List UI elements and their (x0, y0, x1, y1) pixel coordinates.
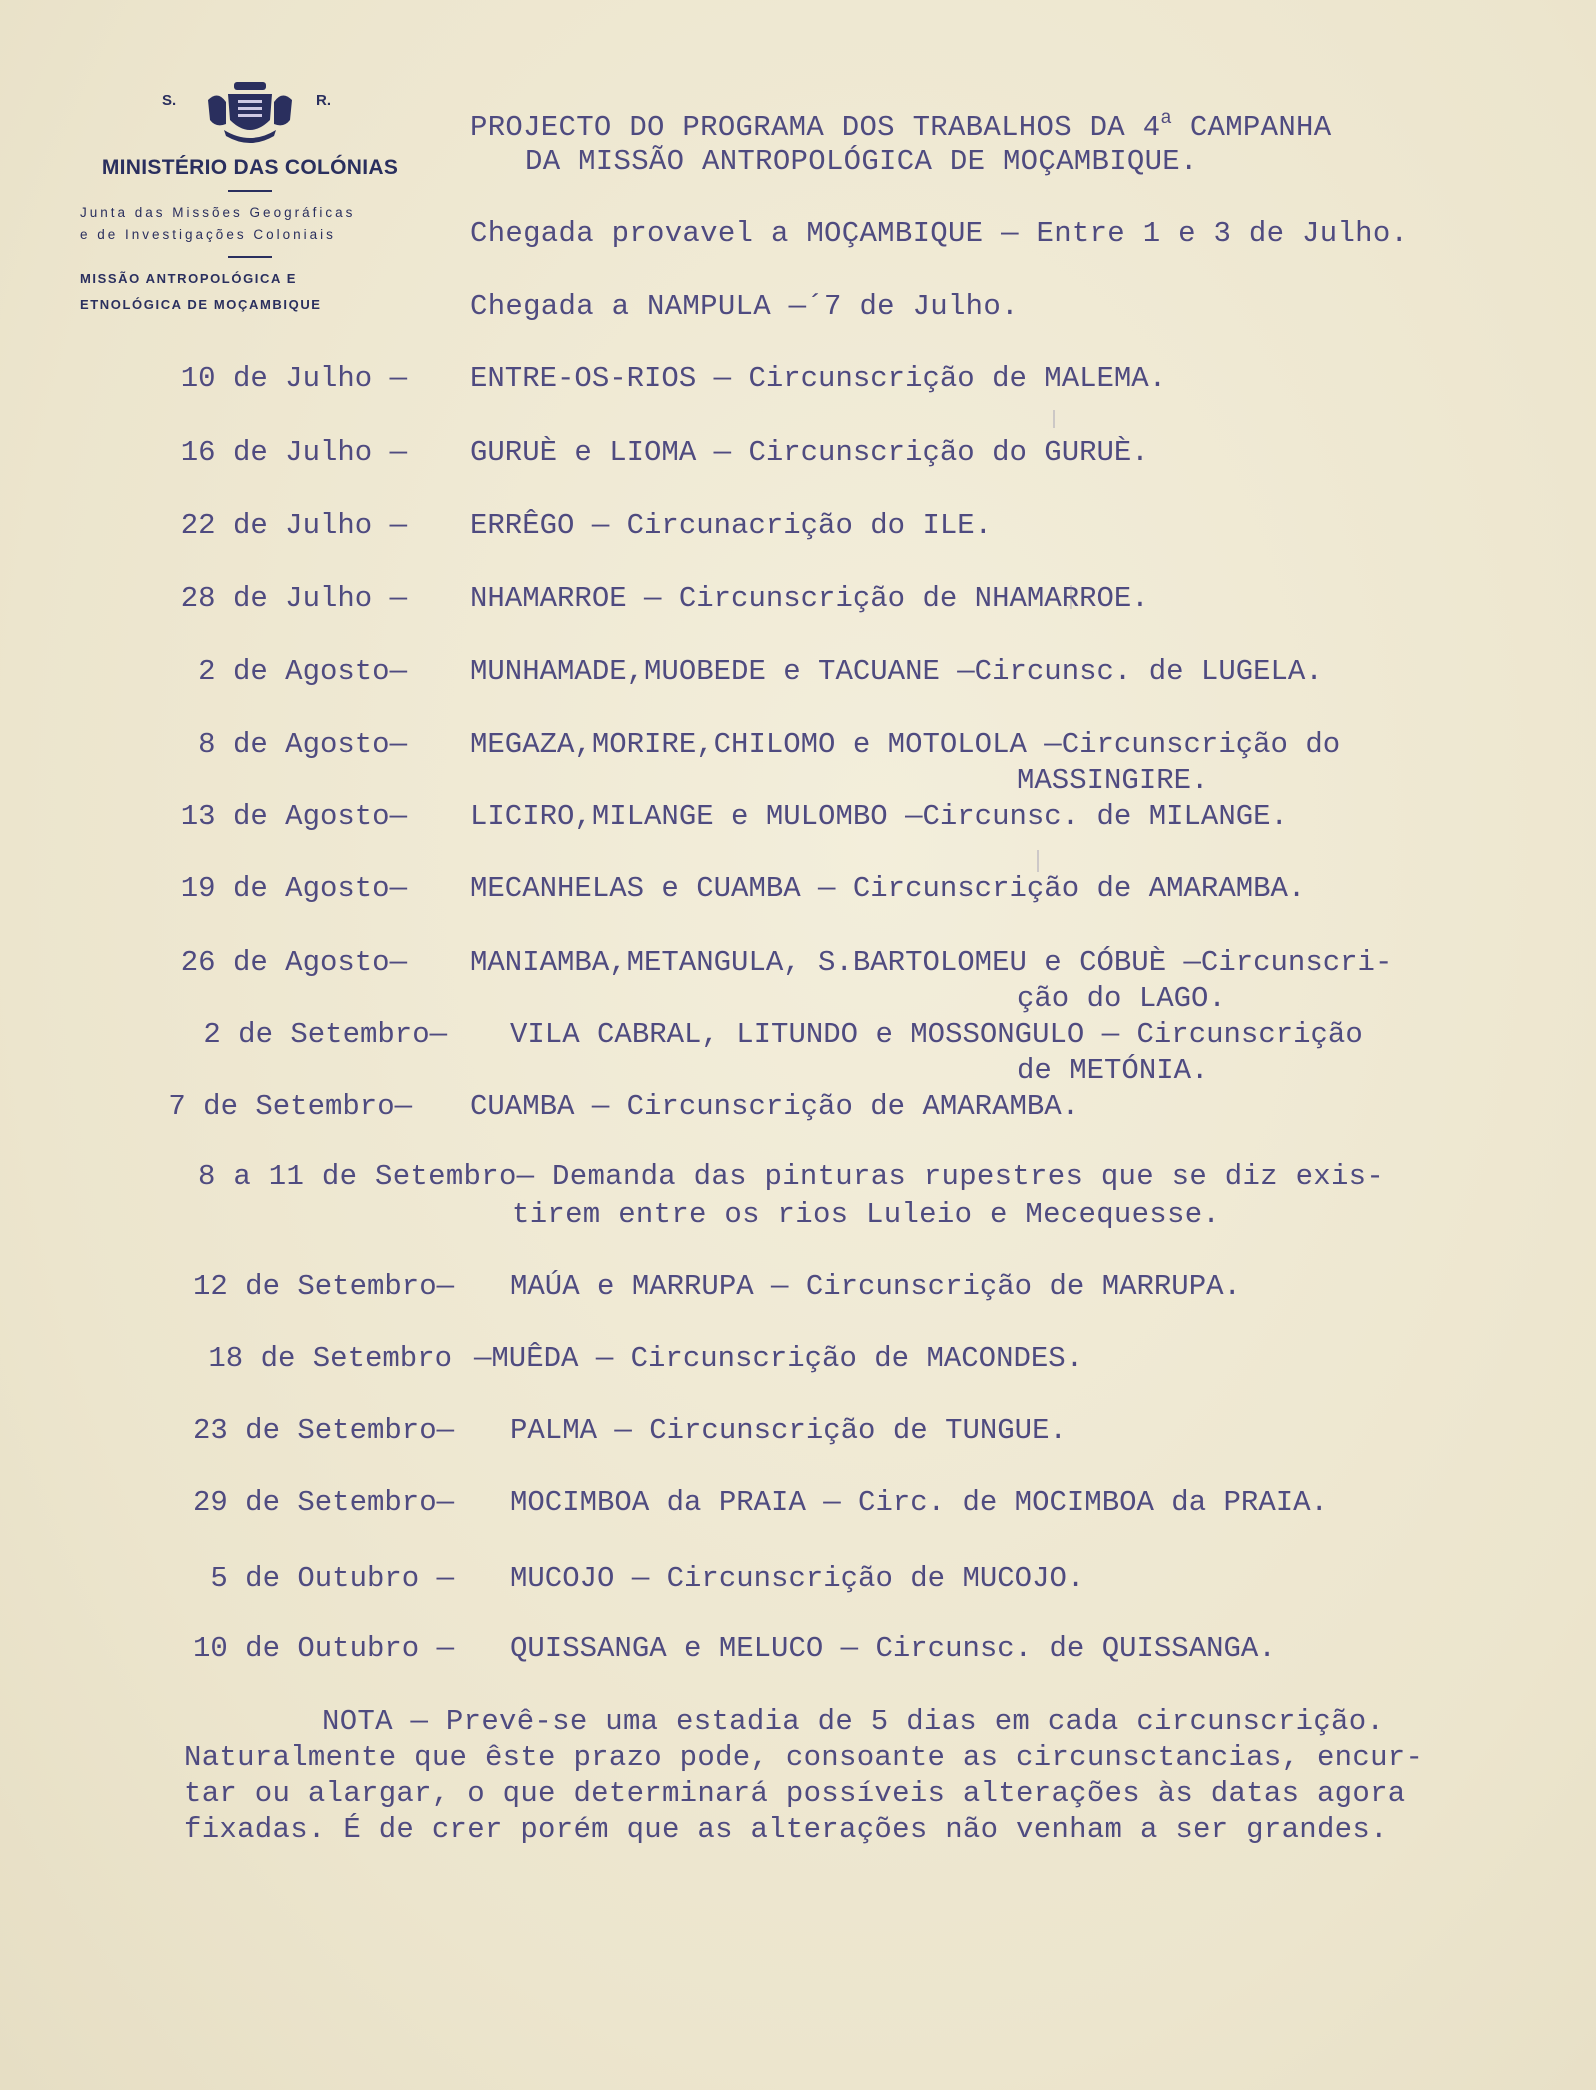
schedule-entry: MAÚA e MARRUPA — Circunscrição de MARRUPA. (510, 1270, 1241, 1303)
schedule-entry: MUNHAMADE,MUOBEDE e TACUANE —Circunsc. de LUGELA. (470, 655, 1323, 688)
schedule-entry-continuation: de METÓNIA. (1017, 1054, 1209, 1087)
schedule-date: 13 de Agosto— (180, 800, 407, 833)
title-superscript: a (1160, 107, 1173, 129)
schedule-date: 10 de Outubro — (192, 1632, 454, 1665)
arrival-mozambique: Chegada provavel a MOÇAMBIQUE — Entre 1 e 3 de Julho. (470, 217, 1409, 250)
schedule-entry: MANIAMBA,METANGULA, S.BARTOLOMEU e CÓBUÈ —Circunscri- (470, 946, 1393, 979)
ink-mark (1037, 850, 1039, 872)
schedule-date: 22 de Julho — (180, 509, 407, 542)
schedule-entry: CUAMBA — Circunscrição de AMARAMBA. (470, 1090, 1080, 1123)
schedule-date: 18 de Setembro (208, 1342, 452, 1375)
title-text-end: CAMPANHA (1172, 111, 1332, 144)
schedule-entry: MECANHELAS e CUAMBA — Circunscrição de AMARAMBA. (470, 872, 1306, 905)
ink-mark (1053, 410, 1055, 428)
schedule-entry: ENTRE-OS-RIOS — Circunscrição de MALEMA. (470, 362, 1167, 395)
schedule-date: 16 de Julho — (180, 436, 407, 469)
letterhead-s: S. (162, 92, 177, 109)
special-entry-line-1: 8 a 11 de Setembro— Demanda das pinturas rupestres que se diz exis- (198, 1160, 1385, 1193)
schedule-entry: MEGAZA,MORIRE,CHILOMO e MOTOLOLA —Circunscrição do (470, 728, 1341, 761)
arrival-nampula: Chegada a NAMPULA —´7 de Julho. (470, 290, 1019, 323)
letterhead-r: R. (316, 92, 331, 109)
schedule-date: 19 de Agosto— (180, 872, 407, 905)
schedule-entry: MOCIMBOA da PRAIA — Circ. de MOCIMBOA da PRAIA. (510, 1486, 1328, 1519)
schedule-date: 5 de Outubro — (210, 1562, 454, 1595)
schedule-date: 23 de Setembro— (192, 1414, 454, 1447)
note-line-3: tar ou alargar, o que determinará possíveis alterações às datas agora (184, 1777, 1406, 1810)
missao-line-2: ETNOLÓGICA DE MOÇAMBIQUE (80, 297, 322, 312)
ink-mark (1070, 585, 1072, 609)
schedule-entry: NHAMARROE — Circunscrição de NHAMARROE. (470, 582, 1149, 615)
schedule-entry: ERRÊGO — Circunacrição do ILE. (470, 509, 993, 542)
title-text: PROJECTO DO PROGRAMA DOS TRABALHOS DA 4 (470, 111, 1161, 144)
schedule-date: 26 de Agosto— (180, 946, 407, 979)
schedule-entry: —MUÊDA — Circunscrição de MACONDES. (474, 1342, 1084, 1375)
note-line-2: Naturalmente que êste prazo pode, consoante as circunsctancias, encur- (184, 1741, 1424, 1774)
junta-line-1: Junta das Missões Geográficas (80, 205, 356, 220)
letterhead-divider-2 (228, 256, 272, 258)
schedule-date: 10 de Julho — (180, 362, 407, 395)
schedule-date: 12 de Setembro— (192, 1270, 454, 1303)
schedule-date: 29 de Setembro— (192, 1486, 454, 1519)
letterhead-divider (228, 190, 272, 192)
document-title-line-2: DA MISSÃO ANTROPOLÓGICA DE MOÇAMBIQUE. (525, 145, 1198, 178)
schedule-entry: VILA CABRAL, LITUNDO e MOSSONGULO — Circunscrição (510, 1018, 1363, 1051)
missao-line-1: MISSÃO ANTROPOLÓGICA E (80, 271, 297, 286)
schedule-date: 7 de Setembro— (168, 1090, 412, 1123)
schedule-date: 2 de Agosto— (198, 655, 407, 688)
schedule-entry-continuation: MASSINGIRE. (1017, 764, 1209, 797)
note-line-4: fixadas. É de crer porém que as alterações não venham a ser grandes. (184, 1813, 1388, 1846)
schedule-entry: PALMA — Circunscrição de TUNGUE. (510, 1414, 1067, 1447)
junta-line-2: e de Investigações Coloniais (80, 227, 336, 242)
letterhead (80, 80, 420, 316)
schedule-date: 2 de Setembro— (203, 1018, 447, 1051)
schedule-entry: MUCOJO — Circunscrição de MUCOJO. (510, 1562, 1085, 1595)
schedule-entry: GURUÈ e LIOMA — Circunscrição do GURUÈ. (470, 436, 1149, 469)
schedule-entry: QUISSANGA e MELUCO — Circunsc. de QUISSANGA. (510, 1632, 1276, 1665)
note-line-1: NOTA — Prevê-se uma estadia de 5 dias em cada circunscrição. (322, 1705, 1385, 1738)
document-title-line-1 (470, 107, 1331, 144)
schedule-date: 8 de Agosto— (198, 728, 407, 761)
schedule-date: 28 de Julho — (180, 582, 407, 615)
schedule-entry-continuation: ção do LAGO. (1017, 982, 1226, 1015)
schedule-entry: LICIRO,MILANGE e MULOMBO —Circunsc. de MILANGE. (470, 800, 1288, 833)
special-entry-line-2: tirem entre os rios Luleio e Mecequesse. (512, 1198, 1221, 1231)
ministry-name: MINISTÉRIO DAS COLÓNIAS (101, 156, 399, 179)
coat-of-arms-icon (204, 80, 296, 148)
